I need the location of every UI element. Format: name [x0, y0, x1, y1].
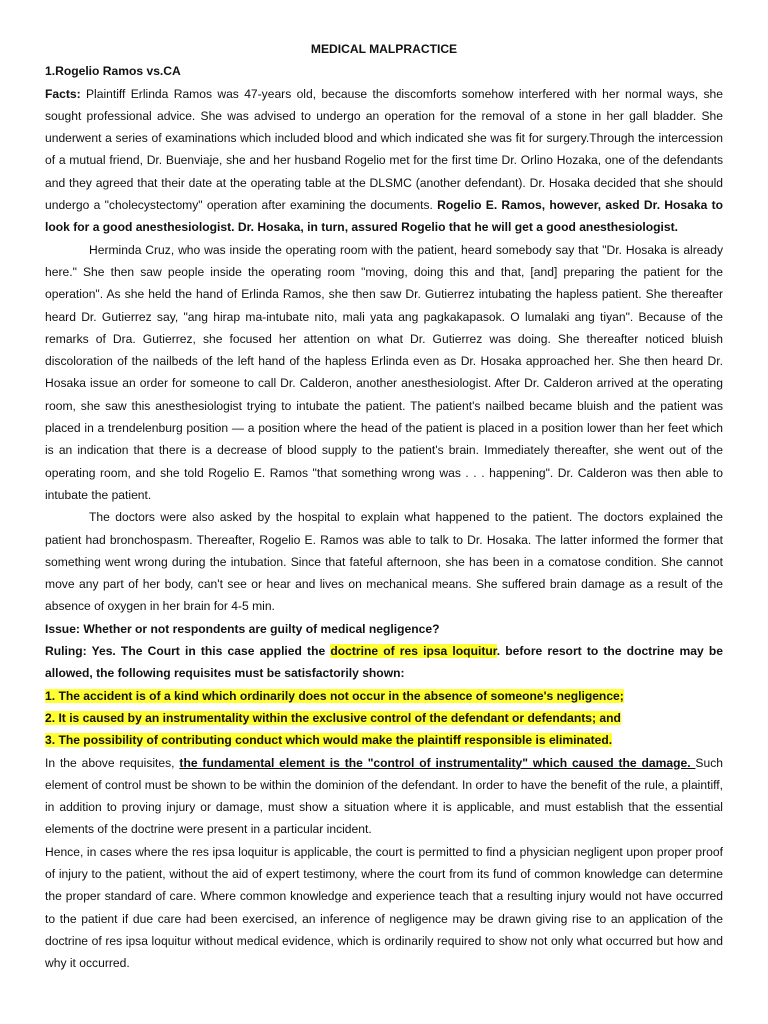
control-suffix: Such element of control must be shown to be within the dominion of the defendant. In order to have the benefit of the rule, a plaintiff, in addition to proving injury or damage, must show a situation where it is applicable, and must establish that the essential elements of the doctrine were present in a particular incident.: [45, 755, 723, 837]
document-page: [45, 38, 723, 974]
requisite-1: 1. The accident is of a kind which ordinarily does not occur in the absence of someone's negligence;: [45, 688, 624, 703]
facts-paragraph: [45, 83, 723, 239]
ruling-prefix: Ruling: Yes. The Court in this case applied the: [45, 644, 331, 659]
control-prefix: In the above requisites,: [45, 755, 180, 770]
conclusion-paragraph: Hence, in cases where the res ipsa loquitur is applicable, the court is permitted to find a physician negligent upon proper proof of injury to the patient, without the aid of expert testimony, where the court from its fund of common knowledge can determine the proper standard of care. Where common knowledge and experience teach that a resulting injury would not have occurred to the patient if due care had been exercised, an inference of negligence may be drawn giving rise to an application of the doctrine of res ipsa loquitur without medical evidence, which is ordinarily required to show not only what occurred but how and why it occurred.: [45, 844, 723, 971]
ruling-doctrine-highlight: doctrine of res ipsa loquitur: [330, 644, 497, 659]
requisite-2: 2. It is caused by an instrumentality within the exclusive control of the defendant or defendants; and: [45, 710, 621, 725]
case-heading: 1.Rogelio Ramos vs.CA: [45, 64, 181, 79]
aftermath-paragraph: The doctors were also asked by the hospital to explain what happened to the patient. The doctors explained the patient had bronchospasm. Thereafter, Rogelio E. Ramos was able to talk to Dr. Hosaka. The latter informed the former that something went wrong during the intubation. Since that fateful afternoon, she has been in a comatose condition. She cannot move any part of her body, can't see or hear and lives on mechanical means. She suffered brain damage as a result of the absence of oxygen in her brain for 4-5 min.: [45, 510, 723, 614]
issue-statement: Issue: Whether or not respondents are guilty of medical negligence?: [45, 621, 440, 636]
facts-label: Facts:: [45, 86, 81, 101]
ruling-suffix: . before resort to the doctrine may be allowed, the following requisites must be satisfactorily shown:: [45, 644, 724, 681]
facts-bold-tail: Rogelio E. Ramos, however, asked Dr. Hosaka to look for a good anesthesiologist. Dr. Hosaka, in turn, assured Rogelio that he will get a good anesthesiologist.: [45, 198, 723, 235]
control-paragraph: [45, 752, 723, 841]
facts-text: Plaintiff Erlinda Ramos was 47-years old, because the discomforts somehow interfered with her normal ways, she sought professional advice. She was advised to undergo an operation for the removal of a stone in her gall bladder. She underwent a series of examinations which included blood and which indicated she was fit for surgery.Through the intercession of a mutual friend, Dr. Buenviaje, she and her husband Rogelio met for the first time Dr. Orlino Hozaka, one of the defendants and they agreed that their date at the operating table at the DLSMC (another defendant). Dr. Hosaka decided that she should undergo a "cholecystectomy" operation after examining the documents.: [45, 86, 723, 213]
ruling-paragraph: [45, 640, 723, 685]
control-underlined: the fundamental element is the "control of instrumentality" which caused the damage.: [179, 755, 696, 770]
document-title: MEDICAL MALPRACTICE: [310, 42, 458, 56]
requisite-item: [45, 729, 723, 751]
requisite-item: [45, 707, 723, 729]
requisite-3: 3. The possibility of contributing conduct which would make the plaintiff responsible is eliminated.: [45, 733, 613, 748]
requisite-item: [45, 685, 723, 707]
testimony-paragraph: Herminda Cruz, who was inside the operating room with the patient, heard somebody say that "Dr. Hosaka is already here." She then saw people inside the operating room "moving, doing this and that, [and] preparing the patient for the operation". As she held the hand of Erlinda Ramos, she then saw Dr. Gutierrez intubating the hapless patient. She thereafter heard Dr. Gutierrez say, "ang hirap ma-intubate nito, mali yata ang pagkakapasok. O lumalaki ang tiyan". Because of the remarks of Dra. Gutierrez, she focused her attention on what Dr. Gutierrez was doing. She thereafter noticed bluish discoloration of the nailbeds of the left hand of the hapless Erlinda even as Dr. Hosaka approached her. She then heard Dr. Hosaka issue an order for someone to call Dr. Calderon, another anesthesiologist. After Dr. Calderon arrived at the operating room, she saw this anesthesiologist trying to intubate the patient. The patient's nailbed became bluish and the patient was placed in a trendelenburg position — a position where the head of the patient is placed in a position lower than her feet which is an indication that there is a decrease of blood supply to the patient's brain. Immediately thereafter, she went out of the operating room, and she told Rogelio E. Ramos "that something wrong was . . . happening". Dr. Calderon was then able to intubate the patient.: [45, 242, 723, 502]
